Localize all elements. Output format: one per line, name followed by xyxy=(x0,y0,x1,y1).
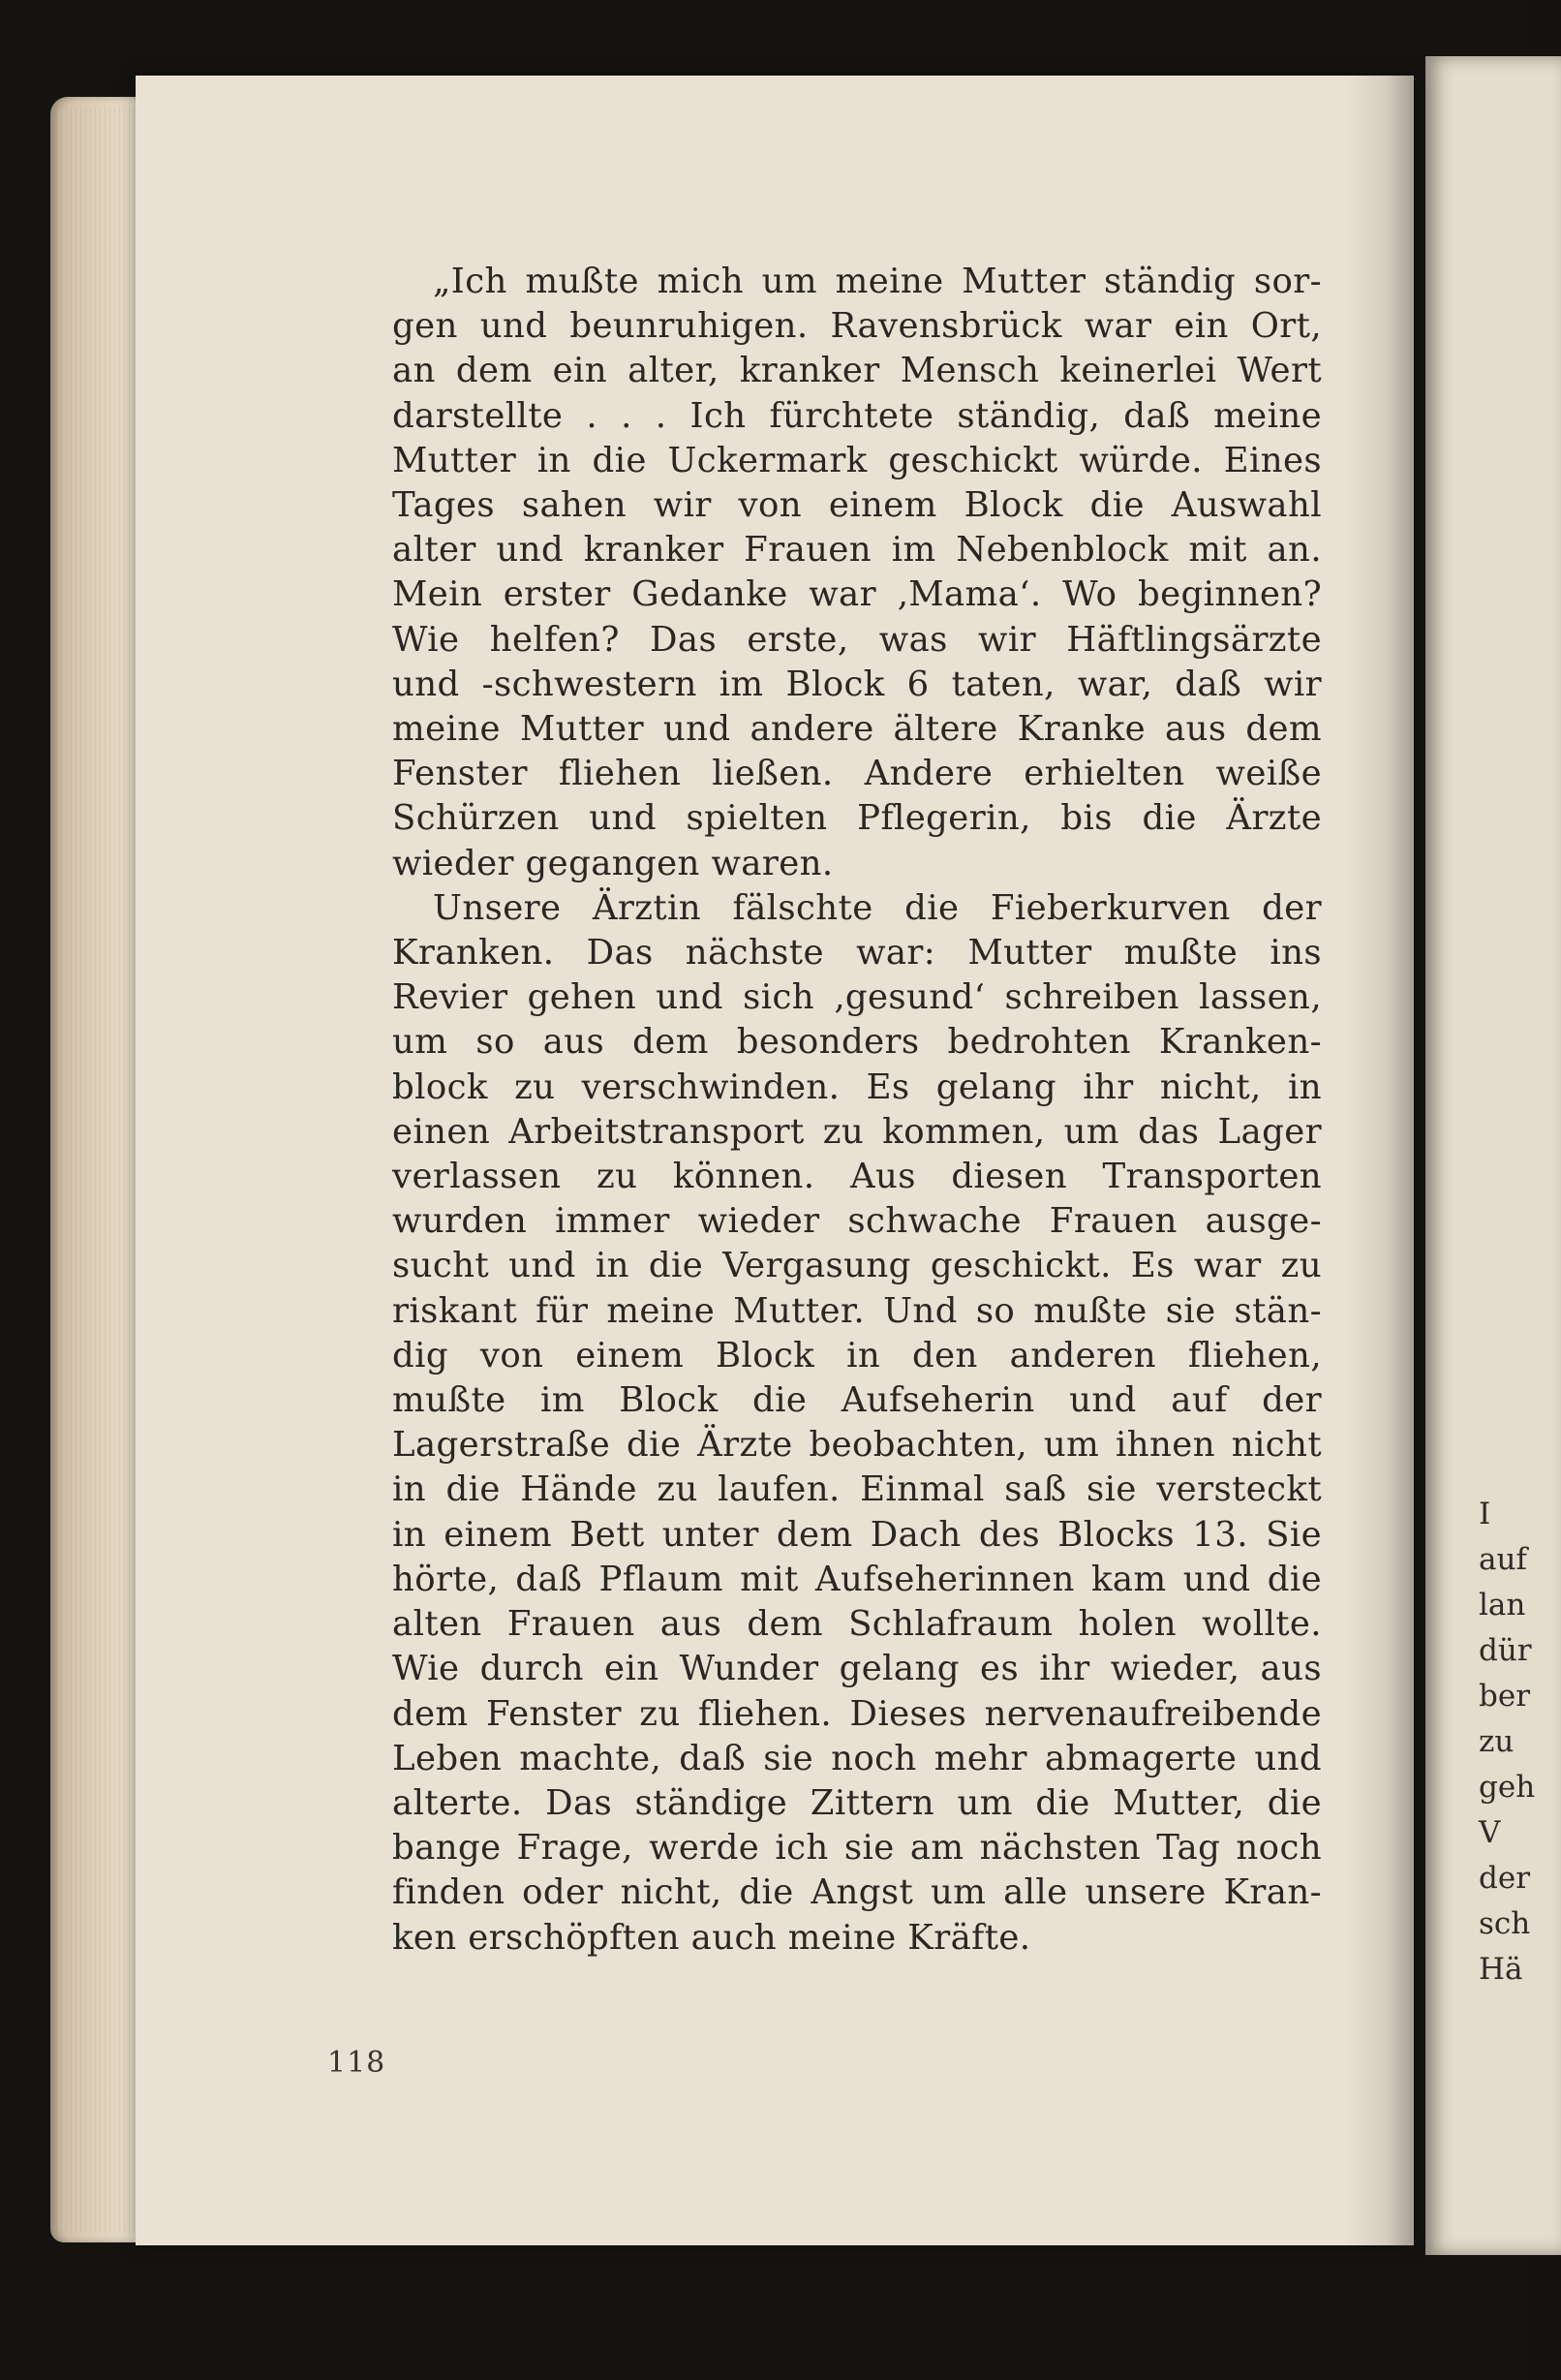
text-line: Wie helfen? Das erste, was wir Häftlingsärzte xyxy=(392,619,1322,660)
text-line: und -schwestern im Block 6 taten, war, daß wir xyxy=(392,664,1322,704)
page-number: 118 xyxy=(327,2046,386,2080)
text-line: Tages sahen wir von einem Block die Auswahl xyxy=(392,485,1322,526)
facing-fragment: lan xyxy=(1479,1588,1526,1623)
text-line: alterte. Das ständige Zittern um die Mutter, die xyxy=(392,1782,1322,1823)
facing-fragment: I xyxy=(1479,1497,1491,1531)
text-line: alten Frauen aus dem Schlafraum holen wollte. xyxy=(392,1604,1322,1645)
facing-fragment: V xyxy=(1479,1815,1501,1850)
page-gutter-shadow xyxy=(1346,76,1414,2245)
text-line: mußte im Block die Aufseherin und auf der xyxy=(392,1380,1322,1421)
text-line: in die Hände zu laufen. Einmal saß sie versteckt xyxy=(392,1469,1322,1510)
facing-fragment: dür xyxy=(1479,1633,1532,1668)
text-line: einen Arbeitstransport zu kommen, um das Lager xyxy=(392,1111,1322,1152)
text-line: Unsere Ärztin fälschte die Fieberkurven der xyxy=(433,887,1322,928)
text-line: dig von einem Block in den anderen fliehen, xyxy=(392,1335,1322,1375)
text-line: Schürzen und spielten Pflegerin, bis die Ärzte xyxy=(392,798,1322,839)
text-line: Kranken. Das nächste war: Mutter mußte ins xyxy=(392,933,1322,974)
facing-fragment: auf xyxy=(1479,1542,1527,1577)
text-line: Fenster fliehen ließen. Andere erhielten weiße xyxy=(392,754,1322,794)
text-line: Wie durch ein Wunder gelang es ihr wieder, aus xyxy=(392,1649,1322,1689)
facing-fragment: der xyxy=(1479,1861,1531,1896)
text-line: Leben machte, daß sie noch mehr abmagerte und xyxy=(392,1738,1322,1778)
text-line: um so aus dem besonders bedrohten Kranken- xyxy=(392,1022,1322,1063)
text-line: Mutter in die Uckermark geschickt würde. Eines xyxy=(392,440,1322,480)
facing-fragment: sch xyxy=(1479,1906,1531,1941)
text-line: finden oder nicht, die Angst um alle unsere Kran- xyxy=(392,1872,1322,1913)
text-line: ken erschöpften auch meine Kräfte. xyxy=(392,1917,1031,1958)
text-line: „Ich mußte mich um meine Mutter ständig sor- xyxy=(433,262,1322,301)
text-line: sucht und in die Vergasung geschickt. Es war zu xyxy=(392,1246,1322,1286)
text-line: alter und kranker Frauen im Nebenblock mit an. xyxy=(392,530,1322,571)
facing-fragment: zu xyxy=(1479,1724,1515,1759)
facing-page-text-fragments xyxy=(1479,1492,1535,1993)
text-line: riskant für meine Mutter. Und so mußte sie stän- xyxy=(392,1290,1322,1331)
text-line: in einem Bett unter dem Dach des Blocks 13. Sie xyxy=(392,1514,1322,1555)
facing-fragment: ber xyxy=(1479,1679,1531,1714)
text-line: wieder gegangen waren. xyxy=(392,843,834,883)
text-line: hörte, daß Pflaum mit Aufseherinnen kam und die xyxy=(392,1559,1322,1599)
text-line: Lagerstraße die Ärzte beobachten, um ihnen nicht xyxy=(392,1425,1322,1466)
text-line: gen und beunruhigen. Ravensbrück war ein Ort, xyxy=(392,306,1322,347)
facing-fragment: geh xyxy=(1479,1770,1536,1805)
text-line: Mein erster Gedanke war ‚Mama‘. Wo beginnen? xyxy=(392,574,1322,615)
text-line: wurden immer wieder schwache Frauen ausge- xyxy=(392,1201,1322,1242)
text-line: meine Mutter und andere ältere Kranke aus dem xyxy=(392,709,1322,750)
text-line: dem Fenster zu fliehen. Dieses nervenaufreibende xyxy=(392,1693,1322,1734)
facing-fragment: Hä xyxy=(1479,1952,1523,1987)
text-line: darstellte . . . Ich fürchtete ständig, daß meine xyxy=(392,395,1322,436)
text-line: an dem ein alter, kranker Mensch keinerlei Wert xyxy=(392,351,1322,391)
text-line: Revier gehen und sich ‚gesund‘ schreiben lassen, xyxy=(392,977,1322,1018)
page-body-text xyxy=(392,260,1322,1961)
text-line: verlassen zu können. Aus diesen Transporten xyxy=(392,1157,1322,1197)
text-line: block zu verschwinden. Es gelang ihr nicht, in xyxy=(392,1066,1322,1107)
text-line: bange Frage, werde ich sie am nächsten Tag noch xyxy=(392,1828,1322,1869)
page-stack-lines xyxy=(56,107,143,2233)
